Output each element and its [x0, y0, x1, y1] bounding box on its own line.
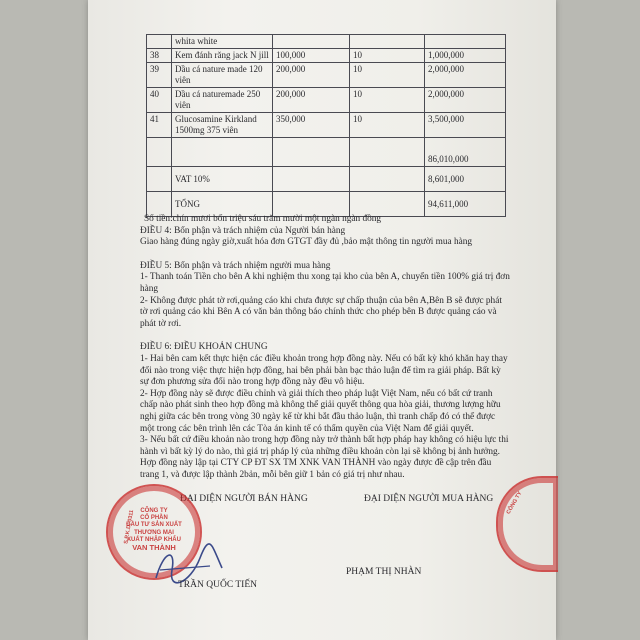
article-6-closing: Hợp đồng này lập tại CTY CP ĐT SX TM XNK VAN THÀNH vào ngày được đề cập trên đầu trang 1, và được lập thành 2bản, mỗi bên giữ 1 bản có giá trị như nhau. — [140, 458, 492, 480]
article-5-heading: ĐIỀU 5: Bổn phận và trách nhiệm người mua hàng — [140, 260, 331, 271]
amount-cell: 2,000,000 — [425, 88, 506, 113]
table-row — [147, 88, 506, 113]
table-row — [147, 113, 506, 138]
vat-amount: 8,601,000 — [425, 167, 506, 192]
buyer-name: PHẠM THỊ NHÀN — [346, 567, 422, 577]
table-row — [147, 63, 506, 88]
seller-name: TRẦN QUỐC TIẾN — [178, 580, 257, 590]
buyer-signature-label: ĐẠI DIỆN NGƯỜI MUA HÀNG — [364, 494, 494, 504]
row-number: 39 — [147, 63, 172, 88]
items-table — [146, 34, 506, 217]
product-name-cell: Dầu cá nature made 120 viên — [172, 63, 273, 88]
table-row — [147, 49, 506, 63]
quantity-cell: 10 — [350, 113, 425, 138]
total-label: TỔNG — [172, 192, 273, 217]
subtotal-row — [147, 138, 506, 167]
product-name-cell: whita white — [172, 35, 273, 49]
unit-price-cell: 100,000 — [273, 49, 350, 63]
vat-row — [147, 167, 506, 192]
article-5-item: 2- Không được phát tờ rơi,quảng cáo khi chưa được sự chấp thuận của bên A,Bên B sẽ được phát tờ rơi quảng cáo khi Bên A có văn bản thông báo chính thức cho phép bên B được quảng cáo và phát tờ rơi. — [140, 295, 502, 329]
table-row — [147, 35, 506, 49]
total-amount: 94,611,000 — [425, 192, 506, 217]
vat-label: VAT 10% — [172, 167, 273, 192]
product-name-cell: Kem đánh răng jack N jill — [172, 49, 273, 63]
amount-in-words: Số tiền:chín mươi bốn triệu sáu trăm mười một ngàn ngàn đồng — [144, 214, 382, 224]
seller-company-stamp: S.P.K.D: 0311 CÔNG TY CỔ PHẦN ĐẦU TƯ SẢN XUẤT THƯƠNG MẠI XUẤT NHẬP KHẨU VAN THÀNH — [106, 484, 202, 580]
unit-price-cell: 200,000 — [273, 63, 350, 88]
article-4-body: Giao hàng đúng ngày giờ,xuất hóa đơn GTGT đầy đủ ,bảo mật thông tin người mua hàng — [140, 237, 473, 248]
amount-cell: 3,500,000 — [425, 113, 506, 138]
article-6-item: 2- Hợp đồng này sẽ được điều chỉnh và giải thích theo pháp luật Việt Nam, nếu có bất cứ tranh chấp nào phát sinh theo hợp đồng mà không thể giải quyết thông qua hòa giải, thương lượng hữu nghị giữa các bên trong vòng 30 ngày kể từ khi bắt đầu thảo luận, thì tranh chấp đó có thể được một trong các bên trình lên các Tòa án kinh tế có thẩm quyền của Việt Nam để giải quyết. — [140, 388, 501, 434]
amount-cell: 2,000,000 — [425, 63, 506, 88]
unit-price-cell: 350,000 — [273, 113, 350, 138]
quantity-cell: 10 — [350, 63, 425, 88]
amount-cell: 1,000,000 — [425, 49, 506, 63]
row-number: 40 — [147, 88, 172, 113]
article-6-heading: ĐIỀU 6: ĐIỀU KHOẢN CHUNG — [140, 342, 268, 353]
article-6-item: 1- Hai bên cam kết thực hiện các điều khoản trong hợp đồng này. Nếu có bất kỳ khó khăn hay thay đổi nào trong việc thực hiện hợp đồng, hai bên phải bàn bạc thảo luận để tìm ra giải pháp. Bất kỳ sự đơn phương sửa đổi nào trong hợp đồng này đều vô hiệu. — [140, 353, 508, 388]
subtotal-amount: 86,010,000 — [425, 138, 506, 167]
buyer-company-stamp: CÔNG TY — [496, 476, 558, 572]
row-number: 38 — [147, 49, 172, 63]
product-name-cell: Dầu cá naturemade 250 viên — [172, 88, 273, 113]
unit-price-cell: 200,000 — [273, 88, 350, 113]
article-5-item: 1- Thanh toán Tiền cho bên A khi nghiệm thu xong tại kho của bên A, chuyển tiền 100% giá trị đơn hàng — [140, 272, 510, 294]
quantity-cell: 10 — [350, 88, 425, 113]
article-4-heading: ĐIỀU 4: Bổn phận và trách nhiệm của Người bán hàng — [140, 225, 346, 236]
row-number: 41 — [147, 113, 172, 138]
product-name-cell: Glucosamine Kirkland 1500mg 375 viên — [172, 113, 273, 138]
quantity-cell: 10 — [350, 49, 425, 63]
seller-signature-label: ĐẠI DIỆN NGƯỜI BÁN HÀNG — [180, 494, 308, 504]
total-row — [147, 192, 506, 217]
contract-body — [140, 214, 510, 481]
article-6-item: 3- Nếu bất cứ điều khoản nào trong hợp đồng này trở thành bất hợp pháp hay không có hiệu lực thi hành vì bất kỳ lý do nào, thì giá trị pháp lý của những điều khoản còn lại sẽ không bị ảnh hưởng. — [140, 435, 509, 457]
